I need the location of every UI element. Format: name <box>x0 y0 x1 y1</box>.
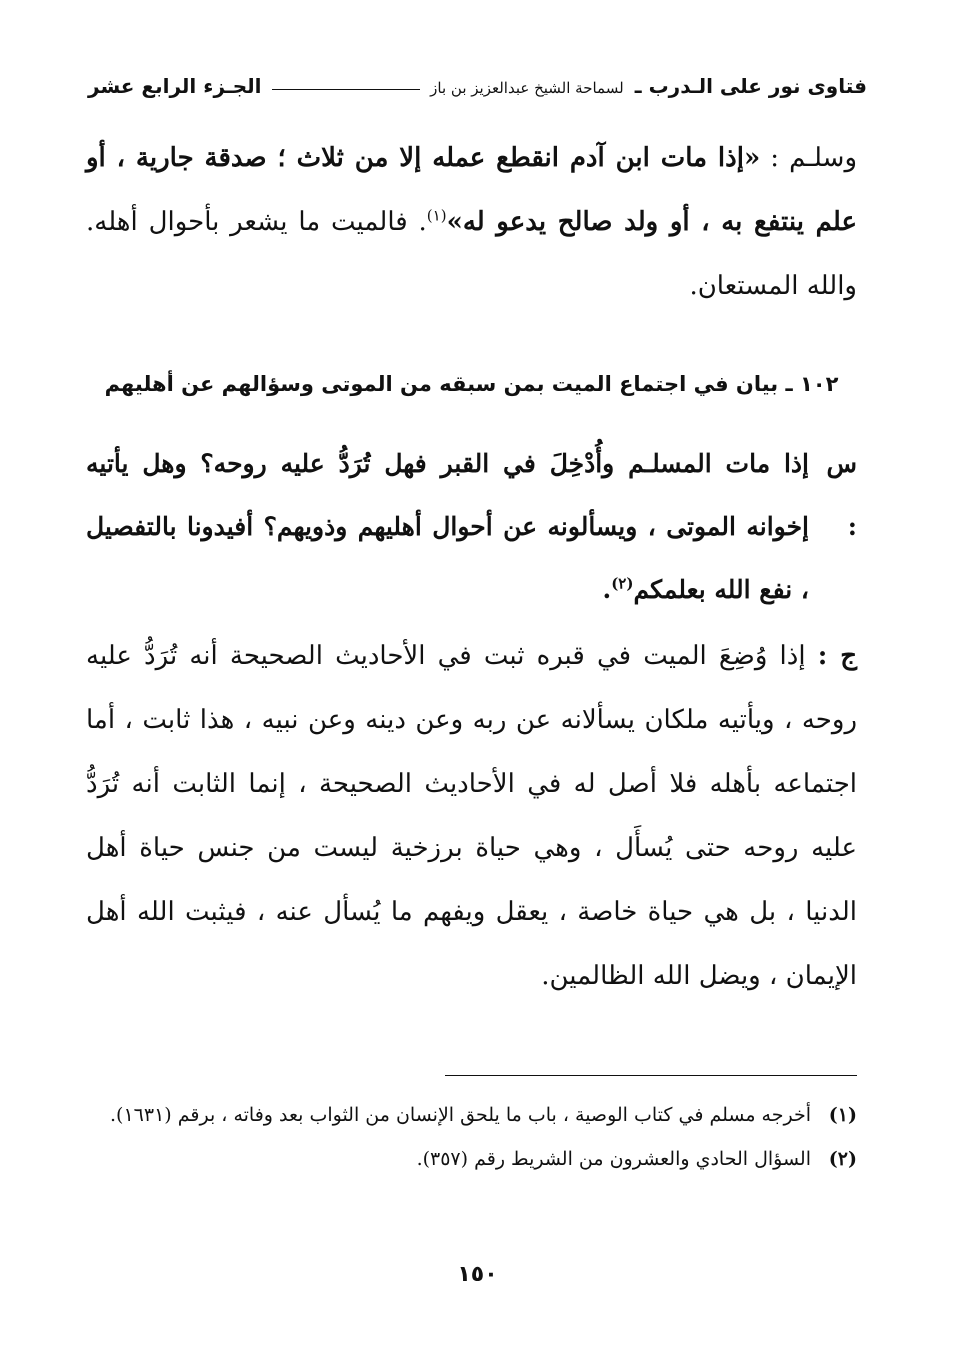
footnote-ref-1: (١) <box>426 206 447 225</box>
footnote-item <box>86 1137 857 1181</box>
question-text: إذا مات المسلـم وأُدْخِلَ في القبر فهل تُرَدُّ عليه روحه؟ وهل يأتيه إخوانه الموتى ، ويسألونه عن أحوال أهليهم وذويهم؟ أفيدونا بالتفصيل ، نفع الله بعلمكم <box>86 449 809 604</box>
footnote-marker: (٢) <box>828 1148 857 1170</box>
question-text-wrap <box>86 432 809 621</box>
footnote-item <box>86 1093 857 1137</box>
answer-block <box>86 624 857 1008</box>
header-volume: الجـزء الرابع عشر <box>88 74 262 98</box>
running-header <box>88 66 867 106</box>
footnote-ref-2: (٢) <box>611 574 634 593</box>
page-number: ١٥٠ <box>457 1262 498 1287</box>
section-title: ١٠٢ ـ بيان في اجتماع الميت بمن سبقه من الموتى وسؤالهم عن أهليهم <box>104 372 839 396</box>
hadith-quote: «إذا مات ابن آدم انقطع عمله إلا من ثلاث ؛ صدقة جارية ، أو علم ينتفع به ، أو ولد صالح يدعو له» <box>86 143 857 237</box>
intro-lead: وسلـم : <box>760 143 857 173</box>
question-label: س : <box>826 449 857 541</box>
header-book-title-group <box>430 74 867 98</box>
header-author: لسماحة الشيخ عبدالعزيز بن باز <box>430 79 624 97</box>
header-book-title: فتاوى نور على الـدرب ـ <box>634 74 867 98</box>
intro-tail: . فالميت ما يشعر بأحوال أهله. والله المستعان. <box>86 207 857 301</box>
footnote-text: أخرجه مسلم في كتاب الوصية ، باب ما يلحق الإنسان من الثواب بعد وفاته ، برقم (١٦٣١). <box>110 1104 811 1126</box>
header-rule <box>272 89 421 90</box>
intro-paragraph <box>86 126 857 318</box>
question-tail: . <box>602 575 612 604</box>
footnote-text: السؤال الحادي والعشرون من الشريط رقم (٣٥٧). <box>416 1148 811 1170</box>
footnotes <box>86 1093 857 1181</box>
question-block <box>86 432 857 621</box>
footnote-separator <box>445 1075 857 1076</box>
footnote-marker: (١) <box>828 1104 857 1126</box>
answer-label: ج : <box>817 641 857 671</box>
answer-text: إذا وُضِعَ الميت في قبره ثبت في الأحاديث الصحيحة أنه تُرَدُّ عليه روحه ، ويأتيه ملكان يسألانه عن ربه وعن دينه وعن نبيه ، هذا ثابت ، أما اجتماعه بأهله فلا أصل له في الأحاديث الصحيحة ، إنما الثابت أنه تُرَدُّ عليه روحه حتى يُسأَل ، وهي حياة برزخية ليست من جنس حياة أهل الدنيا ، بل هي حياة خاصة ، يعقل ويفهم ما يُسأل عنه ، فيثبت الله أهل الإيمان ، ويضل الله الظالمين. <box>86 641 857 991</box>
